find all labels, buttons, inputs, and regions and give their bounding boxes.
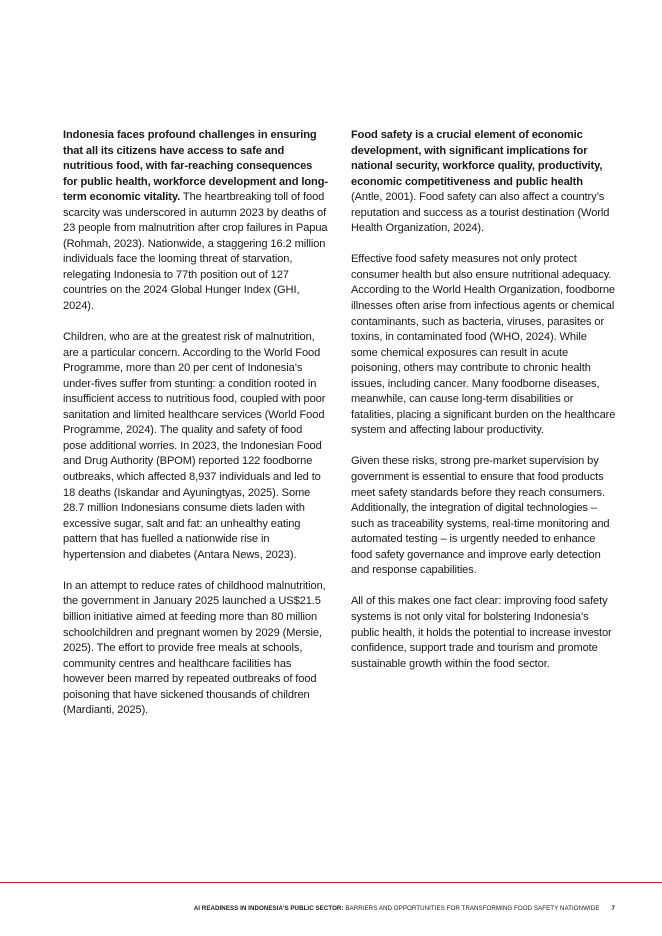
paragraph-lead-bold: Indonesia faces profound challenges in ensuring that all its citizens have access to safe and nutritious food, with far-reaching consequences for public health, workforce development and long-term economic vitality. (63, 129, 328, 204)
paragraph-food-safety-economic (351, 128, 616, 237)
paragraph-conclusion: All of this makes one fact clear: improving food safety systems is not only vital for bolstering Indonesia’s public health, it holds the potential to increase investor confidence, support trade and tourism and promote sustainable growth within the food sector. (351, 595, 612, 670)
right-column (351, 128, 616, 688)
footer-report-title-rest: BARRIERS AND OPPORTUNITIES FOR TRANSFORMING FOOD SAFETY NATIONWIDE (343, 905, 600, 912)
footer-divider (0, 882, 662, 883)
paragraph-children: Children, who are at the greatest risk of malnutrition, are a particular concern. According to the World Food Programme, more than 20 per cent of Indonesia’s under-fives suffer from stunting: a condition rooted in insufficient access to nutritious food, coupled with poor sanitation and limited healthcare services (World Food Programme, 2024). The quality and safety of food pose additional worries. In 2023, the Indonesian Food and Drug Authority (BPOM) reported 122 foodborne outbreaks, which affected 8,937 individuals and led to 18 deaths (Iskandar and Ayuningtyas, 2025). Some 28.7 million Indonesians consume diets laden with excessive sugar, salt and fat: an unhealthy eating pattern that has fuelled a nationwide rise in hypertension and diabetes (Antara News, 2023). (63, 331, 326, 561)
paragraph-effective-measures: Effective food safety measures not only protect consumer health but also ensure nutritional adequacy. According to the World Health Organization, foodborne illnesses often arise from infectious agents or chemical contaminants, such as bacteria, viruses, parasites or toxins, in contaminated food (WHO, 2024). While some chemical exposures can result in acute poisoning, others may contribute to chronic health issues, including cancer. Many foodborne diseases, meanwhile, can cause long-term disabilities or fatalities, placing a significant burden on the healthcare system and affecting labour productivity. (351, 253, 616, 437)
paragraph-body: The heartbreaking toll of food scarcity was underscored in autumn 2023 by deaths of 23 people from malnutrition after crop failures in Papua (Rohmah, 2023). Nationwide, a staggering 16.2 million individuals face the looming threat of starvation, relegating Indonesia to 77th position out of 127 countries on the 2024 Global Hunger Index (GHI, 2024). (63, 191, 328, 313)
left-column (63, 128, 328, 734)
paragraph-intro (63, 128, 328, 315)
paragraph-lead-bold: Food safety is a crucial element of economic development, with significant implications for national security, workforce quality, productivity, economic competitiveness and public health (351, 129, 603, 188)
page-footer (194, 905, 615, 913)
page-number: 7 (611, 905, 615, 912)
paragraph-body: (Antle, 2001). Food safety can also affect a country’s reputation and success as a tourist destination (World Health Organization, 2024). (351, 191, 610, 235)
paragraph-government-initiative: In an attempt to reduce rates of childhood malnutrition, the government in January 2025 launched a US$21.5 billion initiative aimed at feeding more than 80 million schoolchildren and pregnant women by 2029 (Mersie, 2025). The effort to provide free meals at schools, community centres and healthcare facilities has however been marred by repeated outbreaks of food poisoning that have sickened thousands of children (Mardianti, 2025). (63, 579, 326, 717)
paragraph-pre-market-supervision: Given these risks, strong pre-market supervision by government is essential to ensure that food products meet safety standards before they reach consumers. Additionally, the integration of digital technologies – such as traceability systems, real-time monitoring and automated testing – is urgently needed to enhance food safety governance and improve early detection and response capabilities. (351, 455, 610, 577)
footer-report-title-bold: AI READINESS IN INDONESIA’S PUBLIC SECTOR: (193, 905, 344, 912)
